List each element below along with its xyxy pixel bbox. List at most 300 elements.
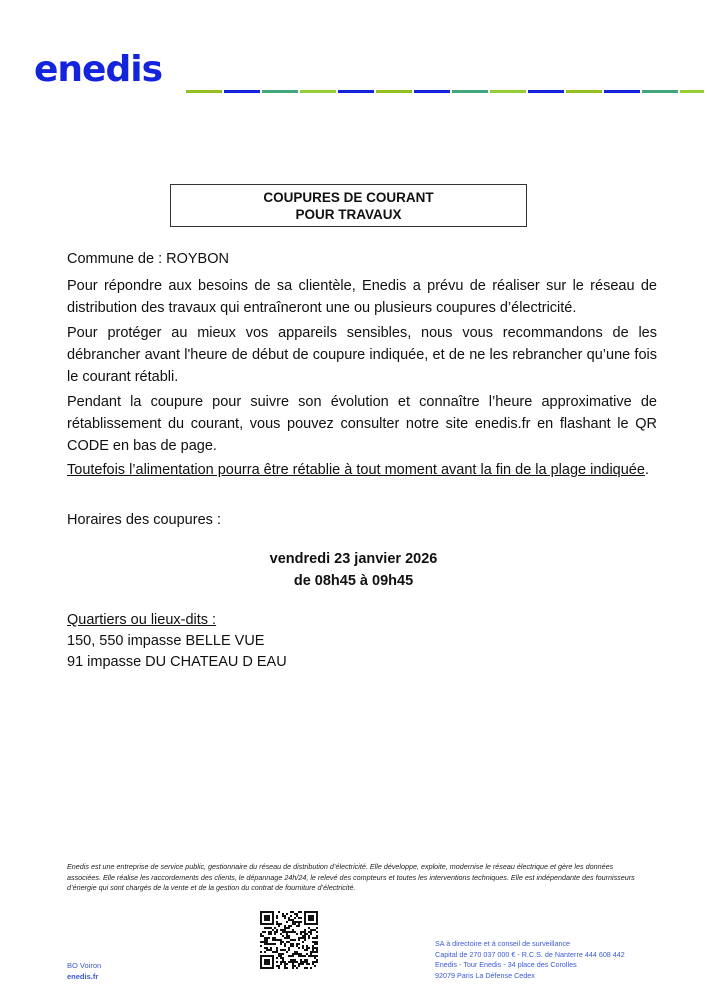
qr-module	[304, 935, 306, 937]
qr-module	[264, 931, 266, 933]
svg-text:enedis: enedis	[34, 52, 162, 84]
qr-module	[304, 959, 306, 961]
qr-module	[278, 925, 280, 927]
qr-module	[284, 937, 286, 939]
qr-module	[272, 937, 274, 939]
qr-module	[266, 937, 268, 939]
qr-module	[284, 931, 286, 933]
rule-segment	[414, 90, 450, 93]
qr-module	[270, 943, 272, 945]
qr-module	[282, 931, 284, 933]
qr-module	[276, 929, 278, 931]
qr-module	[288, 927, 290, 929]
qr-module	[278, 939, 280, 941]
qr-module	[300, 921, 302, 923]
title-line-2: POUR TRAVAUX	[295, 207, 402, 222]
qr-module	[296, 953, 298, 955]
qr-module	[298, 939, 300, 941]
qr-module	[264, 947, 266, 949]
qr-module	[266, 943, 268, 945]
qr-module	[298, 923, 300, 925]
qr-module	[282, 913, 284, 915]
qr-module	[276, 947, 278, 949]
qr-module	[304, 961, 306, 963]
qr-module	[280, 953, 282, 955]
qr-module	[316, 931, 318, 933]
qr-module	[294, 917, 296, 919]
qr-module	[292, 943, 294, 945]
qr-module	[260, 951, 262, 953]
qr-module	[264, 937, 266, 939]
qr-module	[312, 947, 314, 949]
qr-module	[268, 937, 270, 939]
qr-module	[312, 949, 314, 951]
qr-module	[282, 941, 284, 943]
qr-module	[282, 929, 284, 931]
footer-left	[67, 960, 101, 982]
qr-module	[264, 943, 266, 945]
qr-module	[272, 939, 274, 941]
qr-module	[260, 935, 262, 937]
qr-module	[260, 941, 262, 943]
qr-module	[270, 947, 272, 949]
qr-module	[288, 935, 290, 937]
qr-module	[296, 913, 298, 915]
qr-module	[312, 941, 314, 943]
qr-module	[312, 937, 314, 939]
qr-module	[308, 931, 310, 933]
company-line: Capital de 270 037 000 € - R.C.S. de Nanterre 444 608 442	[435, 949, 625, 959]
qr-module	[316, 941, 318, 943]
qr-module	[294, 951, 296, 953]
qr-module	[306, 945, 308, 947]
qr-module	[300, 963, 302, 965]
qr-module	[296, 951, 298, 953]
qr-module	[310, 933, 312, 935]
qr-module	[286, 933, 288, 935]
qr-module	[284, 925, 286, 927]
qr-module	[290, 939, 292, 941]
qr-module	[270, 933, 272, 935]
qr-module	[300, 955, 302, 957]
qr-module	[280, 943, 282, 945]
qr-module	[276, 957, 278, 959]
qr-module	[292, 919, 294, 921]
qr-module	[280, 933, 282, 935]
qr-module	[260, 945, 262, 947]
qr-module	[296, 925, 298, 927]
paragraph-2: Pour protéger au mieux vos appareils sensibles, nous vous recommandons de les débrancher avant l'heure de début de coupure indiquée, et de ne les rebrancher qu’une fois le courant rétabli.	[67, 325, 657, 385]
qr-code-icon[interactable]	[260, 911, 318, 969]
qr-module	[312, 955, 314, 957]
qr-module	[312, 951, 314, 953]
qr-module	[292, 945, 294, 947]
qr-module	[316, 959, 318, 961]
qr-module	[296, 933, 298, 935]
company-line: Enedis - Tour Enedis - 34 place des Corolles	[435, 960, 577, 969]
qr-module	[282, 935, 284, 937]
qr-module	[290, 945, 292, 947]
office-name: BO Voiron	[67, 961, 102, 970]
paragraph-4-end: .	[644, 462, 649, 478]
qr-module	[284, 967, 286, 969]
qr-module	[302, 937, 304, 939]
qr-module	[316, 947, 318, 949]
qr-module	[314, 941, 316, 943]
qr-module	[298, 911, 300, 913]
qr-module	[292, 921, 294, 923]
qr-module	[290, 919, 292, 921]
qr-module	[304, 955, 306, 957]
qr-module	[304, 933, 306, 935]
qr-module	[276, 921, 278, 923]
qr-module	[274, 937, 276, 939]
qr-module	[298, 955, 300, 957]
qr-module	[292, 955, 294, 957]
commune-line	[67, 248, 657, 270]
qr-module	[316, 935, 318, 937]
qr-module	[270, 949, 272, 951]
qr-module	[304, 967, 306, 969]
qr-module	[284, 965, 286, 967]
qr-module	[308, 963, 310, 965]
enedis-logo	[34, 52, 184, 84]
qr-module	[286, 913, 288, 915]
qr-module	[264, 951, 266, 953]
qr-module	[286, 935, 288, 937]
qr-module	[306, 933, 308, 935]
qr-module	[302, 947, 304, 949]
qr-module	[298, 921, 300, 923]
rule-segment	[642, 90, 678, 93]
rule-segment	[186, 90, 222, 93]
rule-segment	[680, 90, 704, 93]
rule-segment	[566, 90, 602, 93]
rule-segment	[490, 90, 526, 93]
qr-module	[302, 961, 304, 963]
schedule-time: de 08h45 à 09h45	[293, 573, 414, 589]
qr-module	[280, 939, 282, 941]
qr-module	[286, 931, 288, 933]
qr-module	[282, 961, 284, 963]
qr-module	[302, 931, 304, 933]
qr-module	[316, 961, 318, 963]
qr-module	[276, 917, 278, 919]
qr-module	[294, 913, 296, 915]
qr-module	[314, 955, 316, 957]
qr-module	[290, 961, 292, 963]
qr-module	[278, 911, 280, 913]
site-link[interactable]: enedis.fr	[67, 972, 99, 981]
qr-module	[286, 927, 288, 929]
qr-module	[312, 961, 314, 963]
qr-module	[310, 951, 312, 953]
rule-segment	[338, 90, 374, 93]
qr-module	[286, 967, 288, 969]
qr-module	[316, 927, 318, 929]
qr-module	[298, 917, 300, 919]
qr-module	[314, 965, 316, 967]
qr-module	[288, 949, 290, 951]
rule-segment	[262, 90, 298, 93]
qr-module	[276, 931, 278, 933]
qr-module	[298, 947, 300, 949]
qr-module	[310, 931, 312, 933]
qr-module	[304, 937, 306, 939]
qr-module	[300, 961, 302, 963]
qr-module	[306, 961, 308, 963]
qr-module	[300, 931, 302, 933]
qr-module	[266, 927, 268, 929]
commune-label: Commune de :	[67, 251, 163, 267]
qr-module	[312, 929, 314, 931]
qr-module	[284, 961, 286, 963]
qr-module	[292, 923, 294, 925]
qr-module	[294, 939, 296, 941]
qr-module	[268, 943, 270, 945]
qr-module	[268, 927, 270, 929]
commune-value: ROYBON	[166, 251, 229, 267]
qr-module	[286, 921, 288, 923]
qr-module	[298, 943, 300, 945]
qr-module	[292, 953, 294, 955]
qr-module	[264, 941, 266, 943]
qr-module	[264, 939, 266, 941]
qr-module	[294, 953, 296, 955]
qr-module	[260, 933, 262, 935]
qr-module	[314, 961, 316, 963]
qr-module	[298, 953, 300, 955]
header-rule	[186, 80, 704, 83]
qr-module	[276, 949, 278, 951]
qr-module	[314, 929, 316, 931]
qr-module	[276, 915, 278, 917]
qr-module	[278, 923, 280, 925]
qr-module	[306, 953, 308, 955]
qr-module	[266, 947, 268, 949]
qr-module	[314, 947, 316, 949]
rule-segment	[224, 90, 260, 93]
qr-module	[294, 921, 296, 923]
qr-module	[276, 961, 278, 963]
qr-module	[288, 931, 290, 933]
qr-module	[292, 929, 294, 931]
qr-module	[280, 961, 282, 963]
qr-module	[272, 951, 274, 953]
qr-module	[306, 959, 308, 961]
qr-module	[308, 947, 310, 949]
qr-module	[288, 925, 290, 927]
qr-module	[296, 961, 298, 963]
company-info	[435, 939, 625, 981]
qr-module	[312, 963, 314, 965]
qr-module	[288, 947, 290, 949]
qr-module	[286, 937, 288, 939]
qr-module	[282, 915, 284, 917]
qr-module	[298, 963, 300, 965]
qr-module	[282, 953, 284, 955]
footer-disclaimer: Enedis est une entreprise de service public, gestionnaire du réseau de distribution d’électricité. Elle développe, exploite, modernise le réseau électrique et gère les données associées. Elle réalise les raccordements des clients, le dépannage 24h/24, le relevé des compteurs et toutes les interventions techniques. Elle est indépendante des fournisseurs d’énergie qui sont chargés de la vente et de la gestion du contrat de fourniture d’électricité.	[67, 862, 635, 892]
qr-module	[274, 939, 276, 941]
qr-module	[272, 943, 274, 945]
location-item: 91 impasse DU CHATEAU D EAU	[67, 654, 287, 670]
qr-module	[284, 949, 286, 951]
qr-module	[282, 957, 284, 959]
qr-module	[306, 967, 308, 969]
qr-module	[292, 939, 294, 941]
qr-module	[308, 937, 310, 939]
qr-module	[288, 919, 290, 921]
qr-module	[302, 963, 304, 965]
qr-module	[284, 917, 286, 919]
qr-module	[280, 963, 282, 965]
rule-segment	[300, 90, 336, 93]
qr-module	[302, 955, 304, 957]
qr-module	[282, 959, 284, 961]
qr-module	[292, 963, 294, 965]
qr-module	[314, 937, 316, 939]
qr-module	[266, 941, 268, 943]
qr-module	[280, 923, 282, 925]
qr-module	[262, 935, 264, 937]
qr-module	[316, 943, 318, 945]
qr-module	[314, 957, 316, 959]
locations-label: Quartiers ou lieux-dits :	[67, 612, 217, 628]
qr-module	[298, 965, 300, 967]
qr-module	[300, 917, 302, 919]
rule-segment	[604, 90, 640, 93]
qr-module	[292, 959, 294, 961]
qr-module	[286, 963, 288, 965]
paragraph-4-underlined: Toutefois l’alimentation pourra être rétablie à tout moment avant la fin de la plage indiquée	[67, 462, 645, 478]
qr-module	[280, 949, 282, 951]
qr-module	[294, 923, 296, 925]
qr-module	[286, 951, 288, 953]
qr-module	[274, 927, 276, 929]
qr-module	[308, 927, 310, 929]
qr-module	[306, 963, 308, 965]
schedule-label: Horaires des coupures :	[67, 512, 221, 528]
qr-module	[288, 937, 290, 939]
qr-module	[290, 959, 292, 961]
qr-module	[300, 911, 302, 913]
qr-module	[284, 929, 286, 931]
qr-module	[276, 939, 278, 941]
qr-module	[304, 939, 306, 941]
qr-module	[302, 945, 304, 947]
qr-module	[310, 955, 312, 957]
qr-module	[292, 911, 294, 913]
qr-module	[294, 961, 296, 963]
qr-module	[284, 943, 286, 945]
qr-module	[290, 915, 292, 917]
qr-module	[276, 965, 278, 967]
qr-module	[314, 951, 316, 953]
qr-module	[274, 951, 276, 953]
rule-segment	[376, 90, 412, 93]
qr-module	[266, 939, 268, 941]
company-line: SA à directoire et à conseil de surveillance	[435, 939, 571, 948]
qr-module	[278, 965, 280, 967]
qr-module	[300, 933, 302, 935]
qr-module	[288, 917, 290, 919]
qr-module	[300, 959, 302, 961]
schedule-date: vendredi 23 janvier 2026	[269, 551, 438, 567]
qr-module	[292, 965, 294, 967]
qr-module	[308, 955, 310, 957]
qr-module	[268, 949, 270, 951]
qr-module	[288, 961, 290, 963]
qr-module	[294, 965, 296, 967]
qr-module	[296, 967, 298, 969]
qr-module	[316, 949, 318, 951]
qr-module	[310, 929, 312, 931]
qr-module	[284, 963, 286, 965]
paragraph-3: Pendant la coupure pour suivre son évolution et connaître l’heure approximative de rétablissement du courant, vous pouvez consulter notre site enedis.fr en flashant le QR CODE en bas de page.	[67, 394, 657, 454]
qr-module	[310, 967, 312, 969]
qr-module	[282, 949, 284, 951]
qr-module	[280, 955, 282, 957]
qr-module	[296, 943, 298, 945]
qr-module	[308, 935, 310, 937]
paragraph-4	[67, 459, 657, 481]
title-line-1: COUPURES DE COURANT	[263, 190, 434, 205]
qr-module	[316, 937, 318, 939]
qr-module	[270, 931, 272, 933]
qr-module	[262, 941, 264, 943]
qr-module	[274, 943, 276, 945]
qr-module	[286, 941, 288, 943]
qr-module	[270, 927, 272, 929]
qr-module	[296, 921, 298, 923]
qr-module	[298, 937, 300, 939]
rule-segment	[528, 90, 564, 93]
qr-module	[294, 959, 296, 961]
qr-module	[292, 967, 294, 969]
qr-module	[262, 931, 264, 933]
qr-module	[264, 927, 266, 929]
qr-module	[272, 929, 274, 931]
qr-module	[276, 923, 278, 925]
qr-module	[304, 949, 306, 951]
qr-module	[274, 933, 276, 935]
qr-module	[290, 911, 292, 913]
qr-module	[304, 929, 306, 931]
qr-module	[290, 943, 292, 945]
qr-module	[300, 953, 302, 955]
qr-module	[288, 955, 290, 957]
qr-module	[278, 955, 280, 957]
qr-module	[268, 933, 270, 935]
company-line: 92079 Paris La Défense Cedex	[435, 970, 535, 980]
paragraph-1: Pour répondre aux besoins de sa clientèle, Enedis a prévu de réaliser sur le réseau de distribution des travaux qui entraîneront une ou plusieurs coupures d’électricité.	[67, 278, 657, 316]
qr-module	[290, 925, 292, 927]
qr-module	[268, 931, 270, 933]
qr-module	[310, 953, 312, 955]
qr-module	[284, 945, 286, 947]
title-box	[170, 184, 527, 227]
qr-module	[280, 941, 282, 943]
qr-module	[280, 957, 282, 959]
location-item: 150, 550 impasse BELLE VUE	[67, 633, 265, 649]
qr-module	[296, 945, 298, 947]
qr-module	[292, 931, 294, 933]
qr-module	[316, 951, 318, 953]
qr-module	[266, 949, 268, 951]
qr-module	[296, 915, 298, 917]
qr-module	[294, 931, 296, 933]
qr-module	[300, 937, 302, 939]
